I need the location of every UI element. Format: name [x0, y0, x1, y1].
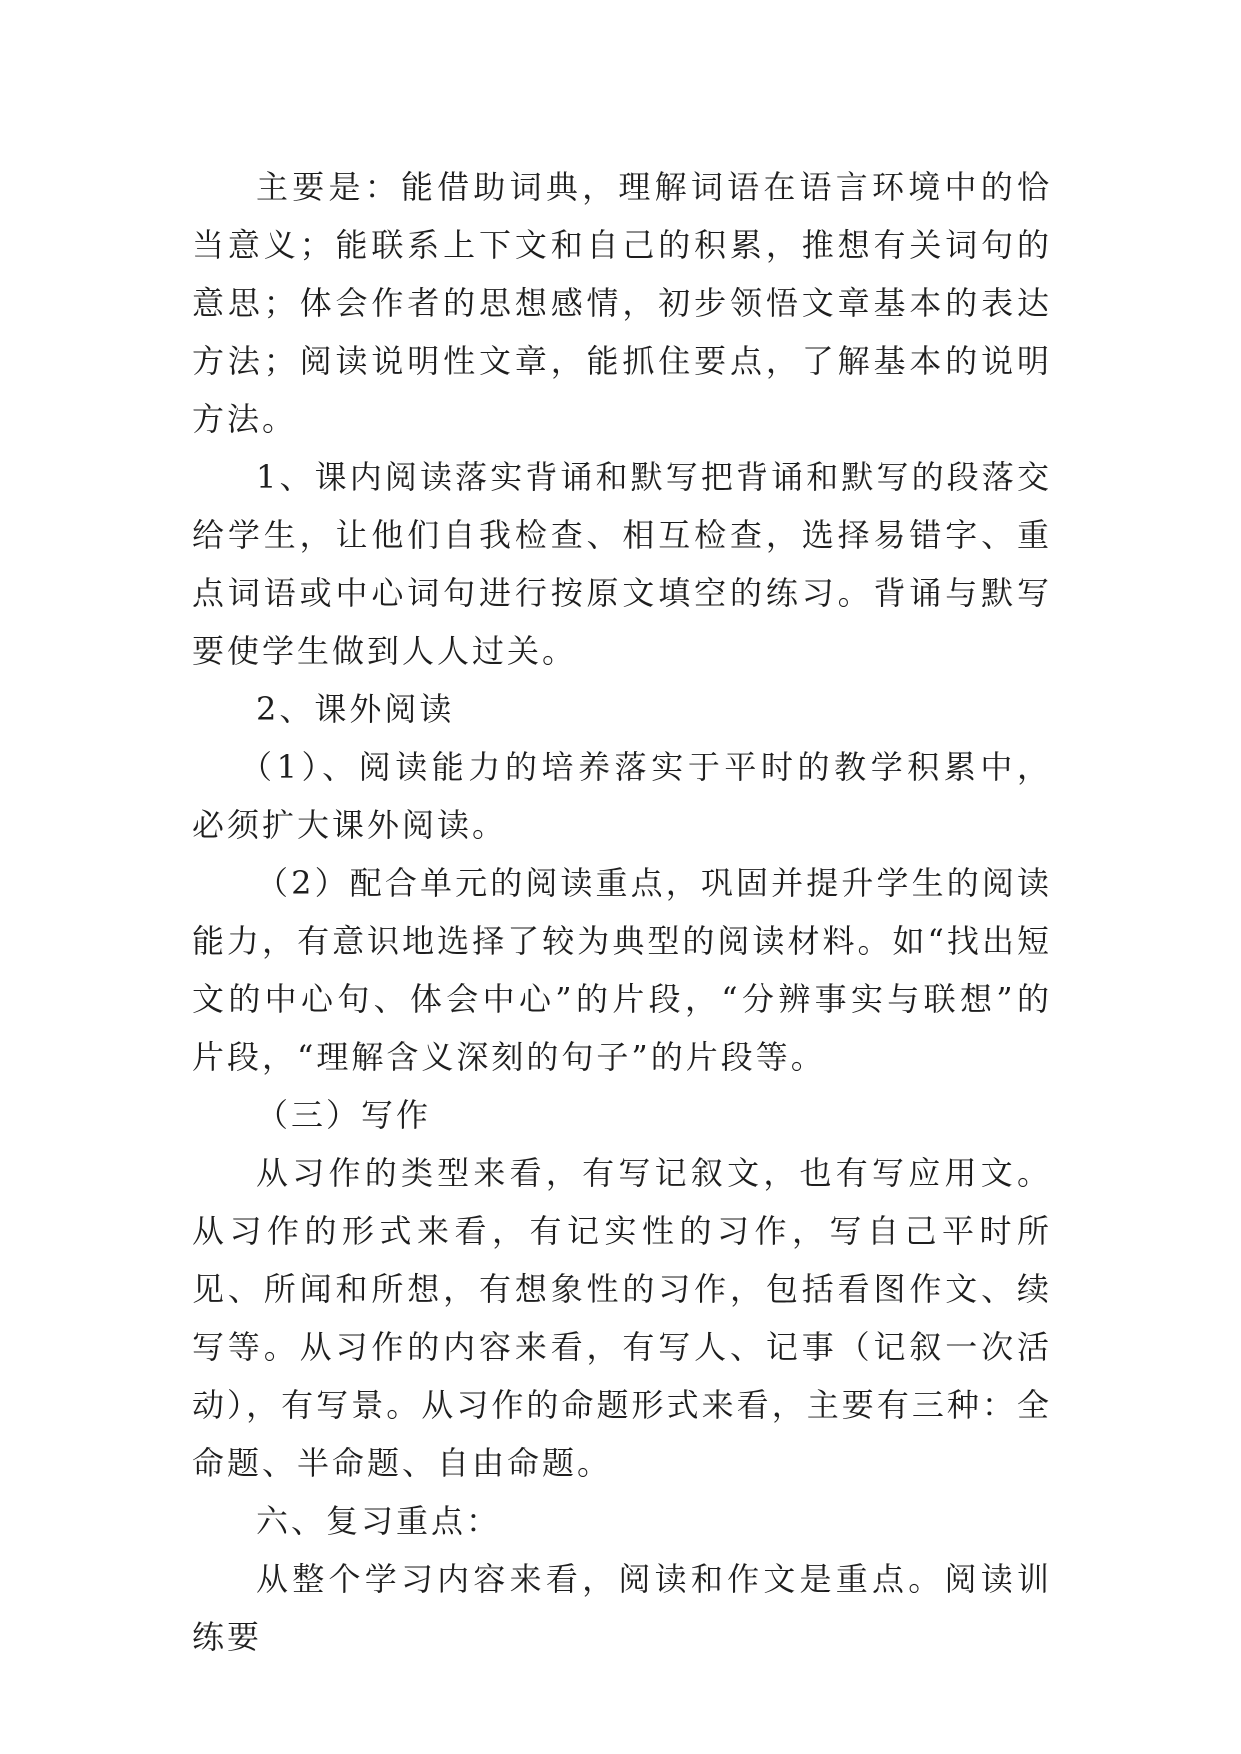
- paragraph-extracurricular-heading: 2、课外阅读: [256, 690, 455, 728]
- paragraph-reading-goals: 主要是：能借助词典，理解词语在语言环境中的恰当意义；能联系上下文和自己的积累，推想有关词句的意思；体会作者的思想感情，初步领悟文章基本的表达方法；阅读说明性文章，能抓住要点，了解基本的说明方法。: [192, 168, 1052, 438]
- paragraph-in-class-reading: 1、课内阅读落实背诵和默写把背诵和默写的段落交给学生，让他们自我检查、相互检查，选择易错字、重点词语或中心词句进行按原文填空的练习。背诵与默写要使学生做到人人过关。: [192, 458, 1052, 670]
- paragraph-extracurricular-1: （1）、阅读能力的培养落实于平时的教学积累中，必须扩大课外阅读。: [192, 748, 1052, 844]
- paragraph-review-heading: 六、复习重点：: [256, 1502, 502, 1540]
- paragraph-extracurricular-2: （2）配合单元的阅读重点，巩固并提升学生的阅读能力，有意识地选择了较为典型的阅读材料。如“找出短文的中心句、体会中心”的片段，“分辨事实与联想”的片段，“理解含义深刻的句子”的片段等。: [192, 864, 1052, 1076]
- paragraph-writing-heading: （三）写作: [256, 1096, 432, 1134]
- paragraph-review-body: 从整个学习内容来看，阅读和作文是重点。阅读训练要: [192, 1560, 1052, 1656]
- paragraph-writing-body: 从习作的类型来看，有写记叙文，也有写应用文。从习作的形式来看，有记实性的习作，写自己平时所见、所闻和所想，有想象性的习作，包括看图作文、续写等。从习作的内容来看，有写人、记事（记叙一次活动），有写景。从习作的命题形式来看，主要有三种：全命题、半命题、自由命题。: [192, 1154, 1052, 1482]
- document-body: [192, 158, 1052, 1666]
